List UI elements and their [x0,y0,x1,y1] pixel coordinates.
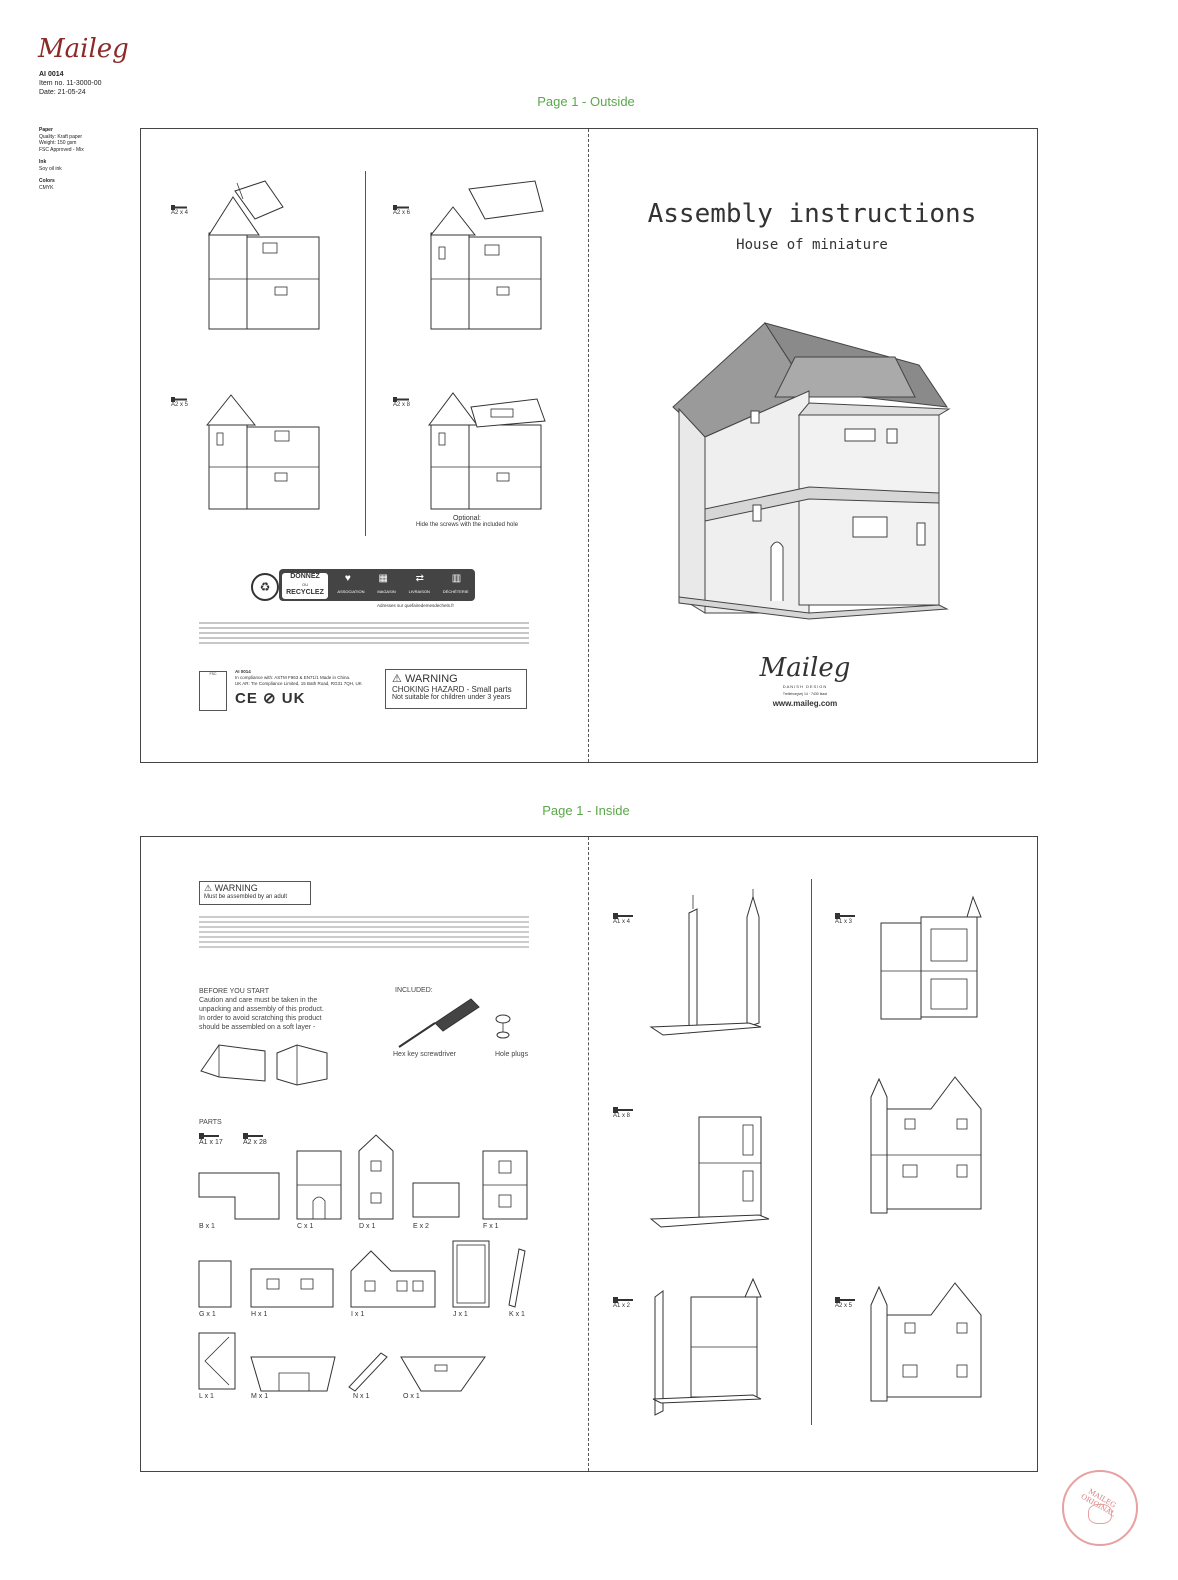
recycle-options [331,589,475,594]
part-b-label: B x 1 [199,1223,215,1230]
step-screw-label: A1 x 4 [613,919,631,925]
screw-a1-label: A1 x 17 [199,1139,223,1146]
hands-icon: ♥ [344,573,351,584]
choking-warning-title [386,670,526,685]
bin-icon: ▥ [451,573,462,584]
cover-subtitle: House of miniature [736,237,888,253]
house-diagram-step2 [425,175,565,325]
optional-text: Hide the screws with the included hole [415,522,519,528]
part-g-label: G x 1 [199,1311,216,1318]
sheet-inside [140,836,1038,1472]
part-n-label: N x 1 [353,1393,370,1400]
doc-code: AI 0014 [39,71,64,78]
step-inside-6 [835,1297,855,1309]
adult-warning-title-text: WARNING [214,883,258,893]
compliance-info [235,669,362,687]
step-screw-label: A2 x 8 [393,402,411,408]
part-h-label: H x 1 [251,1311,268,1318]
part-e-label: E x 2 [413,1223,429,1230]
step-divider [811,879,812,1425]
fsc-logo: FSC [199,671,227,711]
recycle-url: Adresses sur quefairedemesdechets.fr [377,603,455,608]
screw-a2 [243,1133,267,1146]
step-screw-label: A2 x 5 [171,402,189,408]
part-j-label: J x 1 [453,1311,468,1318]
step-screw-label: A1 x 2 [613,1303,631,1309]
optional-title: Optional: [452,515,482,522]
step-screw-label: A2 x 6 [393,210,411,216]
compliance-text-2: UK AR: Tre Compliance Limited, 15 Bath Road, RG31 7QH, UK [235,681,362,686]
cover-url: www.maileg.com [772,699,838,708]
choking-warning-line2: Not suitable for children under 3 years [392,694,511,701]
part-e [413,1183,461,1219]
step-screw-label: A2 x 5 [835,1303,853,1309]
multilingual-warnings [199,619,529,647]
cover-logo: Maileg [759,653,851,683]
fold-line [588,837,589,1471]
tool1-label: Hex key screwdriver [393,1051,457,1058]
part-h [251,1269,335,1309]
delivery-icon: ⇄ [415,573,424,584]
part-g [199,1261,233,1309]
step-inside-3 [613,1107,633,1119]
recycle-opt-decheterie: DÉCHÈTERIE [442,589,469,594]
assembly-diagram-step3 [649,1103,779,1233]
brand-logo: Maileg [38,34,129,64]
cover-address: Trelleborgvej 14 · 7430 Ikast [782,692,828,696]
part-n [349,1353,389,1393]
part-m-label: M x 1 [251,1393,269,1400]
before-you-start [199,987,329,1032]
parts-title: PARTS [199,1119,222,1126]
part-o [401,1357,487,1393]
sheet-outside [140,128,1038,763]
ou-label: OU [302,582,308,587]
warning-icon: ⚠ [392,673,402,685]
colors-head: Colors [39,178,55,184]
paper-head: Paper [39,127,53,133]
house-diagram-step1 [203,177,333,327]
screw-a2-label: A2 x 28 [243,1139,267,1146]
screwdriver-icon [395,993,485,1053]
donnez-recyclez [281,572,329,600]
choking-warning-line1: CHOKING HAZARD - Small parts [392,685,512,694]
store-icon: ▦ [378,573,388,584]
step-screw-label: A2 x 4 [171,210,189,216]
part-k-label: K x 1 [509,1311,525,1318]
multilingual-adult-warning [199,913,529,951]
recycle-opt-association: ASSOCIATION [337,589,365,594]
adult-warning-box [199,881,311,905]
step-inside-1 [613,913,633,925]
certification-marks: CE ⊘ UK [235,690,306,707]
step-outside-4 [393,397,410,408]
dollhouse-illustration [665,317,955,617]
colors-value: CMYK [39,184,54,191]
adult-warning-title [200,882,310,894]
part-l-label: L x 1 [199,1393,214,1400]
ink-head: Ink [39,159,47,165]
recycle-icon: ♻ [251,573,279,601]
part-i-label: I x 1 [351,1311,365,1318]
hole-plug-icon [493,1013,513,1043]
donnez-label: DONNEZ [290,573,320,580]
part-m [251,1357,337,1393]
assembly-diagram-step6 [869,1275,989,1405]
print-specs [39,127,84,191]
part-d [359,1135,395,1221]
page-outside-heading: Page 1 - Outside [537,94,635,109]
before-title: BEFORE YOU START [199,988,270,995]
part-k [509,1249,529,1309]
part-j [453,1241,491,1309]
paper-weight: Weight: 150 gsm [39,140,77,146]
paper-quality: Quality: Kraft paper [39,133,83,140]
warning-icon: ⚠ [204,883,213,893]
adult-warning-text: Must be assembled by an adult [204,894,288,900]
step-outside-2 [393,205,410,216]
step-outside-3 [171,397,188,408]
doc-date: Date: 21-05-24 [39,89,86,96]
house-diagram-step3 [203,387,333,517]
stamp-text: MAILEG ORIGINAL [1079,1487,1118,1519]
before-text: Caution and care must be taken in the unpacking and assembly of this product. In order to avoid scratching this product should be assembled on a soft layer - [199,997,324,1031]
screw-a1 [199,1133,223,1146]
part-c-label: C x 1 [297,1223,314,1230]
step-screw-label: A1 x 3 [835,919,853,925]
step-screw-label: A1 x 8 [613,1113,631,1119]
assembly-diagram-step1 [649,889,769,1049]
part-f-label: F x 1 [483,1223,499,1230]
paper-fsc: FSC Approved - Mix [39,146,84,153]
part-b [199,1173,283,1221]
compliance-text-1: In compliance with: ASTM F963 & EN71/1 Made in China. [235,675,351,680]
assembly-diagram-step2 [851,893,991,1033]
step-outside-1 [171,205,188,216]
part-i [351,1251,437,1309]
cover-title: Assembly instructions [647,199,977,229]
optional-note [399,515,535,528]
recycle-banner [251,569,475,603]
recycle-opt-magasin: MAGASIN [377,589,396,594]
doc-meta [39,70,102,97]
maileg-original-stamp [1062,1470,1138,1546]
part-o-label: O x 1 [403,1393,420,1400]
choking-warning-box [385,669,527,709]
soft-layer-diagram [199,1041,329,1085]
ink-value: Soy oil ink [39,165,62,172]
part-l [199,1333,237,1391]
assembly-diagram-step4 [869,1069,989,1219]
compliance-code: AI 0014 [235,669,251,674]
assembly-diagram-step5 [641,1277,771,1417]
tool2-label: Hole plugs [495,1051,529,1058]
mouse-icon [1088,1504,1112,1524]
step-divider [365,171,366,536]
recycle-opt-livraison: LIVRAISON [408,589,430,594]
house-diagram-step4 [425,385,555,515]
part-c [297,1151,343,1221]
item-number: Item no. 11-3000-00 [39,80,102,87]
part-f [483,1151,529,1221]
choking-warning-title-text: WARNING [404,673,458,685]
included-title: INCLUDED: [395,987,433,994]
page-inside-heading: Page 1 - Inside [542,803,630,818]
cover-logo-sub: DANISH DESIGN [782,684,828,689]
recyclez-label: RECYCLEZ [286,589,324,596]
recycle-icons [331,573,475,584]
step-inside-5 [613,1297,633,1309]
part-d-label: D x 1 [359,1223,376,1230]
